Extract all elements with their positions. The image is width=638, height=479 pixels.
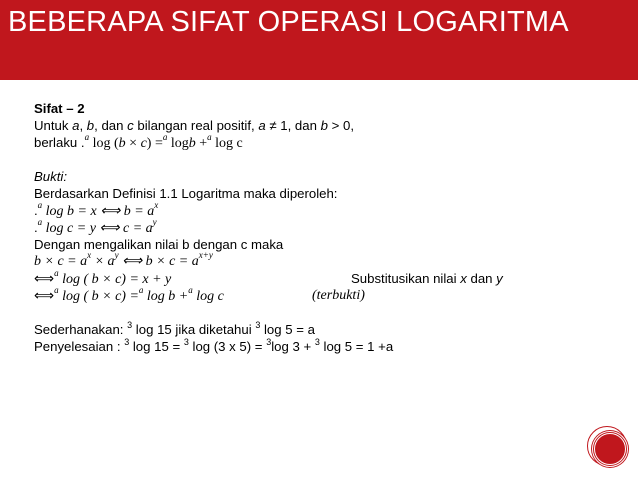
substitution-line: ⟺$^a$ log ( b × c) = x + y Substitusikan nilai x dan y	[34, 268, 503, 287]
multiplication-line: $b \times c = a^x \times a^y$ ⟺ $b \times c = a^{x+y}$	[34, 250, 213, 269]
slide-title: BEBERAPA SIFAT OPERASI LOGARITMA	[8, 6, 569, 38]
substitution-note: Substitusikan nilai x dan y	[351, 271, 503, 286]
bukti-label: Bukti:	[34, 169, 67, 184]
corner-circle-decoration	[592, 431, 628, 467]
terbukti-label: (terbukti)	[312, 288, 365, 303]
definition-2: .$^a$ log c = y ⟺ $c = a^y$	[34, 217, 157, 236]
definisi-line: Berdasarkan Definisi 1.1 Logaritma maka diperoleh:	[34, 186, 338, 201]
rule-line: berlaku .$^a$ log (b × c) =$^a$ logb +$^a$ log c	[34, 132, 243, 151]
slide-content	[34, 100, 624, 355]
section-heading: Sifat – 2	[34, 101, 85, 116]
penyelesaian-line: Penyelesaian : $^3$ log 15 = $^3$ log (3 x 5) = $^3$log 3 + $^3$ log 5 = 1 +a	[34, 336, 394, 354]
conclusion-line: ⟺$^a$ log ( b × c) =$^a$ log b +$^a$ log c (terbukti)	[34, 285, 365, 304]
sederhanakan-line: Sederhanakan: $^3$ log 15 jika diketahui $^3$ log 5 = a	[34, 319, 315, 337]
definition-1: .$^a$ log b = x ⟺ $b = a^x$	[34, 200, 159, 219]
mengalikan-line: Dengan mengalikan nilai b dengan c maka	[34, 237, 284, 252]
intro-line: Untuk a, b, dan c bilangan real positif, a ≠ 1, dan b > 0,	[34, 118, 354, 133]
title-bar	[0, 0, 638, 80]
